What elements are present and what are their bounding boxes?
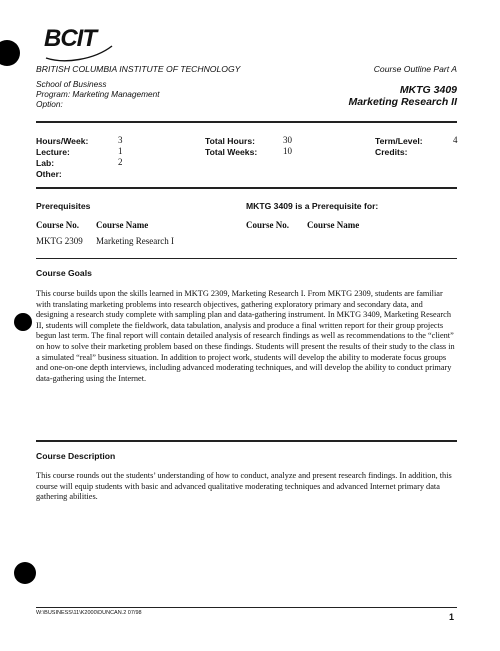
school-name: School of Business [36,79,107,89]
prereq-col-course-no: Course No. [36,220,79,230]
prereq-for-col-course-name: Course Name [307,220,360,230]
logo-swoosh-icon [44,40,114,62]
prerequisite-for-heading: MKTG 3409 is a Prerequisite for: [246,201,379,211]
course-description-heading: Course Description [36,451,116,461]
document-type: Course Outline Part A [373,64,457,74]
prereq-row-course-no: MKTG 2309 [36,236,83,246]
prerequisites-heading: Prerequisites [36,201,91,211]
prereq-row-course-name: Marketing Research I [96,236,174,246]
course-title: Marketing Research II [348,96,457,108]
bcit-logo: BCIT [44,25,96,52]
goals-divider [36,440,457,442]
header-divider [36,121,457,123]
hours-week-label: Hours/Week: [36,136,89,146]
course-goals-heading: Course Goals [36,268,92,278]
program-name: Program: Marketing Management [36,89,160,99]
punch-hole-top [0,40,20,66]
term-level-label: Term/Level: [375,136,423,146]
prereq-for-col-course-no: Course No. [246,220,289,230]
credits-label: Credits: [375,147,408,157]
lab-value: 2 [118,157,123,167]
course-code: MKTG 3409 [399,84,457,96]
total-hours-label: Total Hours: [205,136,255,146]
course-goals-text: This course builds upon the skills learned in MKTG 2309, Marketing Research I. From MKTG 2309, students are familiar with translating marketing problems into research objectives, gathering exploratory primary and secondary data, and designing a research study complete with sampling plan and data-gathering instrument. In MKTG 3409, Marketing Research II, students will complete the fieldwork, data tabulation, analysis and produce a final written report for their group projects begun last term. The final report will contain detailed analysis of research findings as well as recommendations to the “client” on how to solve their marketing problem based on these findings. Students will present the results of their study to the class in a simulated “real” business situation. In addition to project work, students will develop the ability to moderate focus groups and one-on-one depth interviews, including advanced moderating techniques, and will develop the ability to conduct primary data-gathering using the Internet. [36,289,455,383]
term-level-value: 4 [453,135,458,145]
punch-hole-bottom [14,562,36,584]
punch-hole-middle [14,313,32,331]
prereq-col-course-name: Course Name [96,220,149,230]
hours-week-value: 3 [118,135,123,145]
lecture-label: Lecture: [36,147,70,157]
total-weeks-label: Total Weeks: [205,147,258,157]
total-hours-value: 30 [283,135,292,145]
institute-name: BRITISH COLUMBIA INSTITUTE OF TECHNOLOGY [36,64,241,74]
lecture-value: 1 [118,146,123,156]
prereq-divider [36,258,457,259]
footer-file-path: W:\BUSINESS\11\K2000\DUNCAN.2 07/98 [36,610,142,616]
page-number: 1 [449,612,455,622]
total-weeks-value: 10 [283,146,292,156]
course-description-text: This course rounds out the students’ understanding of how to conduct, analyze and present research findings. In addition, this course will equip students with basic and advanced qualitative moderating techniques and advanced Internet primary data gathering abilities. [36,471,452,502]
other-label: Other: [36,169,62,179]
option-label: Option: [36,99,63,109]
lab-label: Lab: [36,158,55,168]
hours-divider [36,187,457,189]
footer-divider [36,607,457,608]
